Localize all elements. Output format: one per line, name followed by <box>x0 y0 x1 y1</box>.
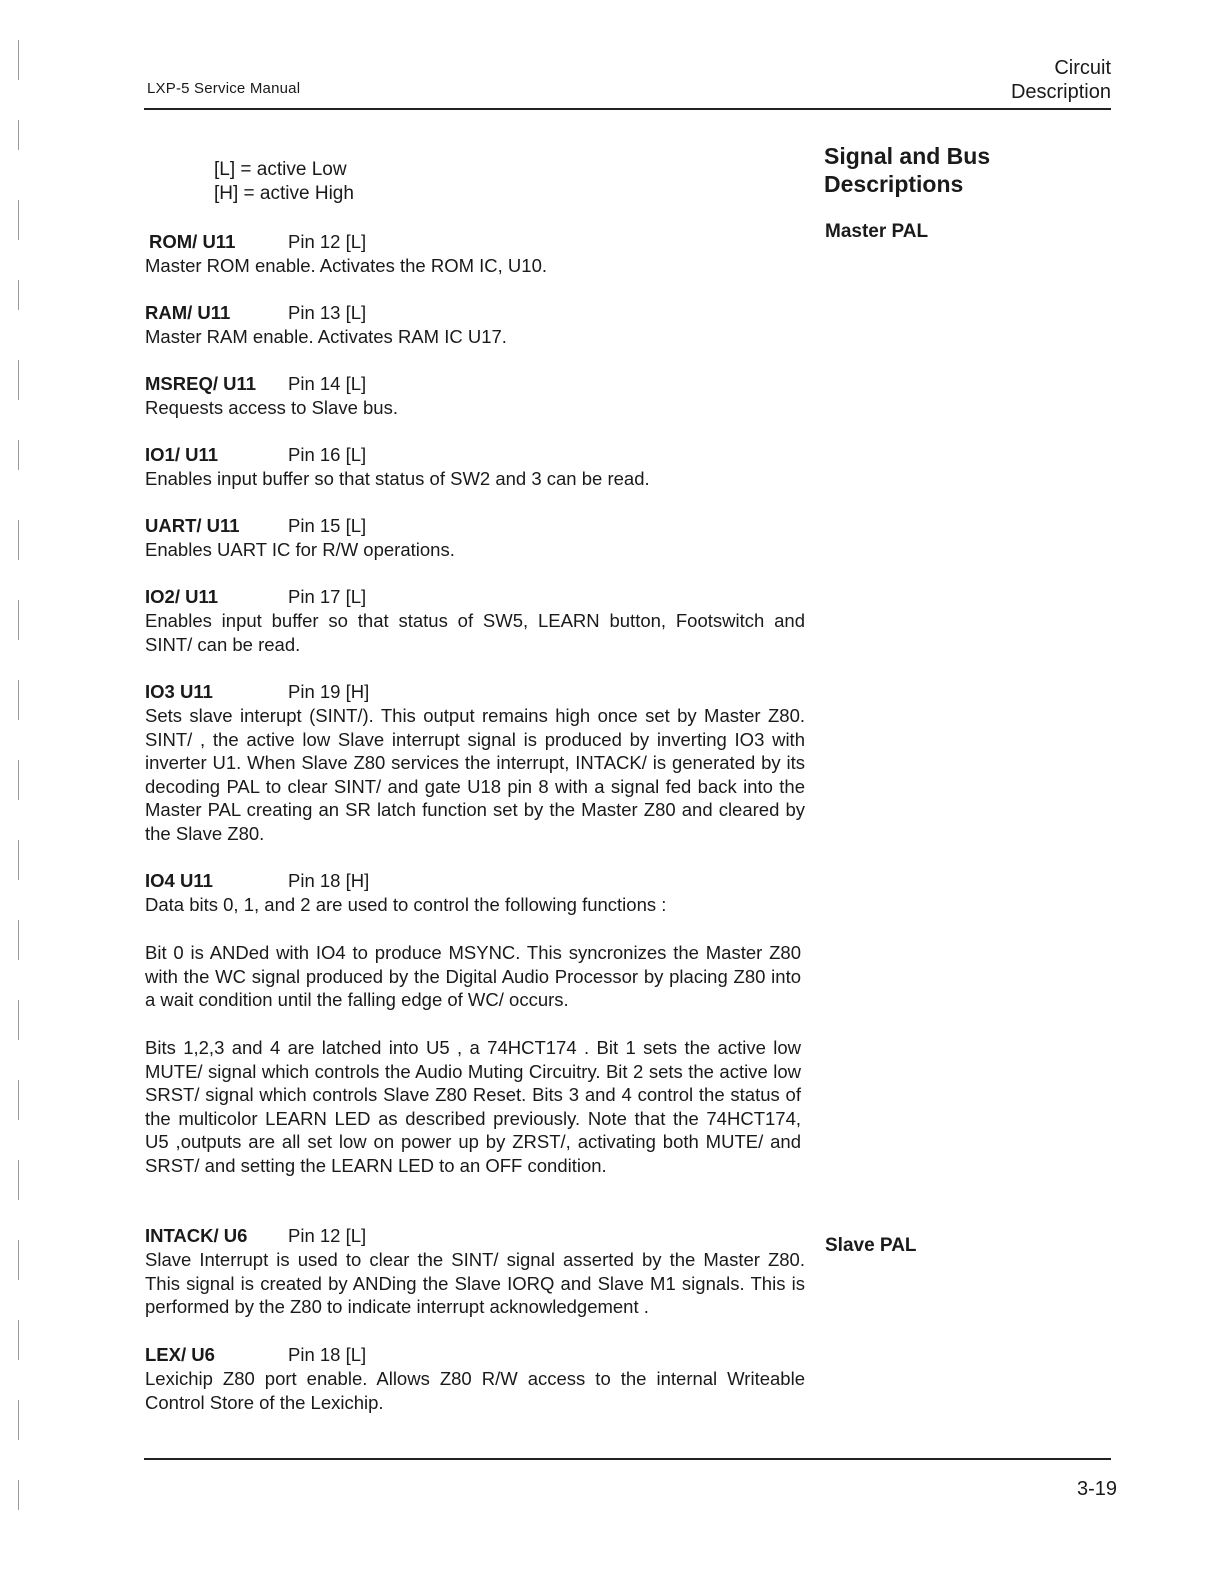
signal-msreq <box>145 372 805 420</box>
signal-pin: Pin 17 [L] <box>288 586 367 607</box>
signal-header <box>145 443 805 467</box>
paragraph-bit0: Bit 0 is ANDed with IO4 to produce MSYNC. This syncronizes the Master Z80 with the WC signal produced by the Digital Audio Processor by placing Z80 into a wait condition until the falling edge of WC/ occurs. <box>145 942 801 1011</box>
legend <box>214 158 354 206</box>
signal-description: Enables input buffer so that status of SW5, LEARN button, Footswitch and SINT/ can be read. <box>145 610 805 655</box>
signal-name: UART/ U11 <box>145 515 240 536</box>
signal-description: Sets slave interupt (SINT/). This output remains high once set by Master Z80. SINT/ , the active low Slave interrupt signal is produced by inverting IO3 with inverter U1. When Slave Z80 services the interrupt, INTACK/ is generated by its decoding PAL to clear SINT/ and gate U18 pin 8 with a signal fed back into the Master PAL creating an SR latch function set by the Master Z80 and cleared by the Slave Z80. <box>145 705 805 844</box>
signal-pin: Pin 14 [L] <box>288 373 367 394</box>
signal-name: IO4 U11 <box>145 870 213 891</box>
binding-marks <box>18 40 40 1540</box>
signal-name: IO2/ U11 <box>145 586 219 607</box>
slave-pal-label: Slave PAL <box>825 1235 917 1256</box>
manual-title: LXP-5 Service Manual <box>147 80 301 97</box>
signal-header <box>145 869 805 893</box>
signal-pin: Pin 16 [L] <box>288 444 367 465</box>
signal-description: Lexichip Z80 port enable. Allows Z80 R/W access to the internal Writeable Control Store of the Lexichip. <box>145 1368 805 1413</box>
paragraph-bits1to4: Bits 1,2,3 and 4 are latched into U5 , a 74HCT174 . Bit 1 sets the active low MUTE/ signal which controls the Audio Muting Circuitry. Bit 2 sets the active low SRST/ signal which controls Slave Z80 Reset. Bits 3 and 4 control the status of the multicolor LEARN LED as described previously. Note that the 74HCT174, U5 ,outputs are all set low on power up by ZRST/, activating both MUTE/ and SRST/ and setting the LEARN LED to an OFF condition. <box>145 1037 801 1176</box>
signal-header <box>145 680 805 704</box>
section-title-line2: Description <box>1010 81 1111 103</box>
signal-description: Requests access to Slave bus. <box>145 397 398 418</box>
signal-uart <box>145 514 805 562</box>
signal-io1 <box>145 443 805 491</box>
signal-lex <box>145 1343 805 1414</box>
signal-header <box>145 230 805 254</box>
signal-header <box>145 1224 805 1248</box>
signal-name: MSREQ/ U11 <box>145 373 257 394</box>
signal-description: Slave Interrupt is used to clear the SINT/ signal asserted by the Master Z80. This signal is created by ANDing the Slave IORQ and Slave M1 signals. This is performed by the Z80 to indicate interrupt acknowledgement . <box>145 1249 805 1318</box>
signal-header <box>145 1343 805 1367</box>
sidebar-heading-line2: Descriptions <box>824 171 964 197</box>
signal-header <box>145 372 805 396</box>
signal-name: IO1/ U11 <box>145 444 219 465</box>
signal-description: Enables input buffer so that status of SW2 and 3 can be read. <box>145 468 650 489</box>
section-title <box>1011 56 1111 104</box>
signal-header <box>145 514 805 538</box>
sidebar-heading-line1: Signal and Bus <box>824 143 991 169</box>
signal-io4 <box>145 869 805 917</box>
legend-high: [H] = active High <box>214 183 354 204</box>
signal-description: Master ROM enable. Activates the ROM IC, U10. <box>145 255 548 276</box>
signal-pin: Pin 19 [H] <box>288 681 370 702</box>
signal-name: LEX/ U6 <box>145 1344 215 1365</box>
sidebar-heading <box>824 142 1044 198</box>
signal-io2 <box>145 585 805 656</box>
signal-intack <box>145 1224 805 1319</box>
signal-header <box>145 585 805 609</box>
header-rule <box>144 108 1111 110</box>
signal-description: Data bits 0, 1, and 2 are used to control the following functions : <box>145 894 667 915</box>
signal-description: Master RAM enable. Activates RAM IC U17. <box>145 326 507 347</box>
master-pal-label: Master PAL <box>825 221 929 242</box>
signal-io3 <box>145 680 805 846</box>
signal-pin: Pin 12 [L] <box>288 1225 367 1246</box>
footer-rule <box>144 1458 1111 1460</box>
legend-low: [L] = active Low <box>214 159 347 180</box>
signal-description: Enables UART IC for R/W operations. <box>145 539 455 560</box>
signal-pin: Pin 18 [L] <box>288 1344 367 1365</box>
signal-name: IO3 U11 <box>145 681 213 702</box>
signal-name: ROM/ U11 <box>149 231 236 252</box>
signal-header <box>145 301 805 325</box>
section-title-line1: Circuit <box>1054 57 1111 79</box>
signal-name: RAM/ U11 <box>145 302 231 323</box>
signal-pin: Pin 13 [L] <box>288 302 367 323</box>
signal-pin: Pin 12 [L] <box>288 231 367 252</box>
signal-name: INTACK/ U6 <box>145 1225 248 1246</box>
signal-pin: Pin 18 [H] <box>288 870 370 891</box>
page-number: 3-19 <box>1076 1478 1117 1500</box>
signal-pin: Pin 15 [L] <box>288 515 367 536</box>
signal-rom <box>145 230 805 278</box>
signal-ram <box>145 301 805 349</box>
